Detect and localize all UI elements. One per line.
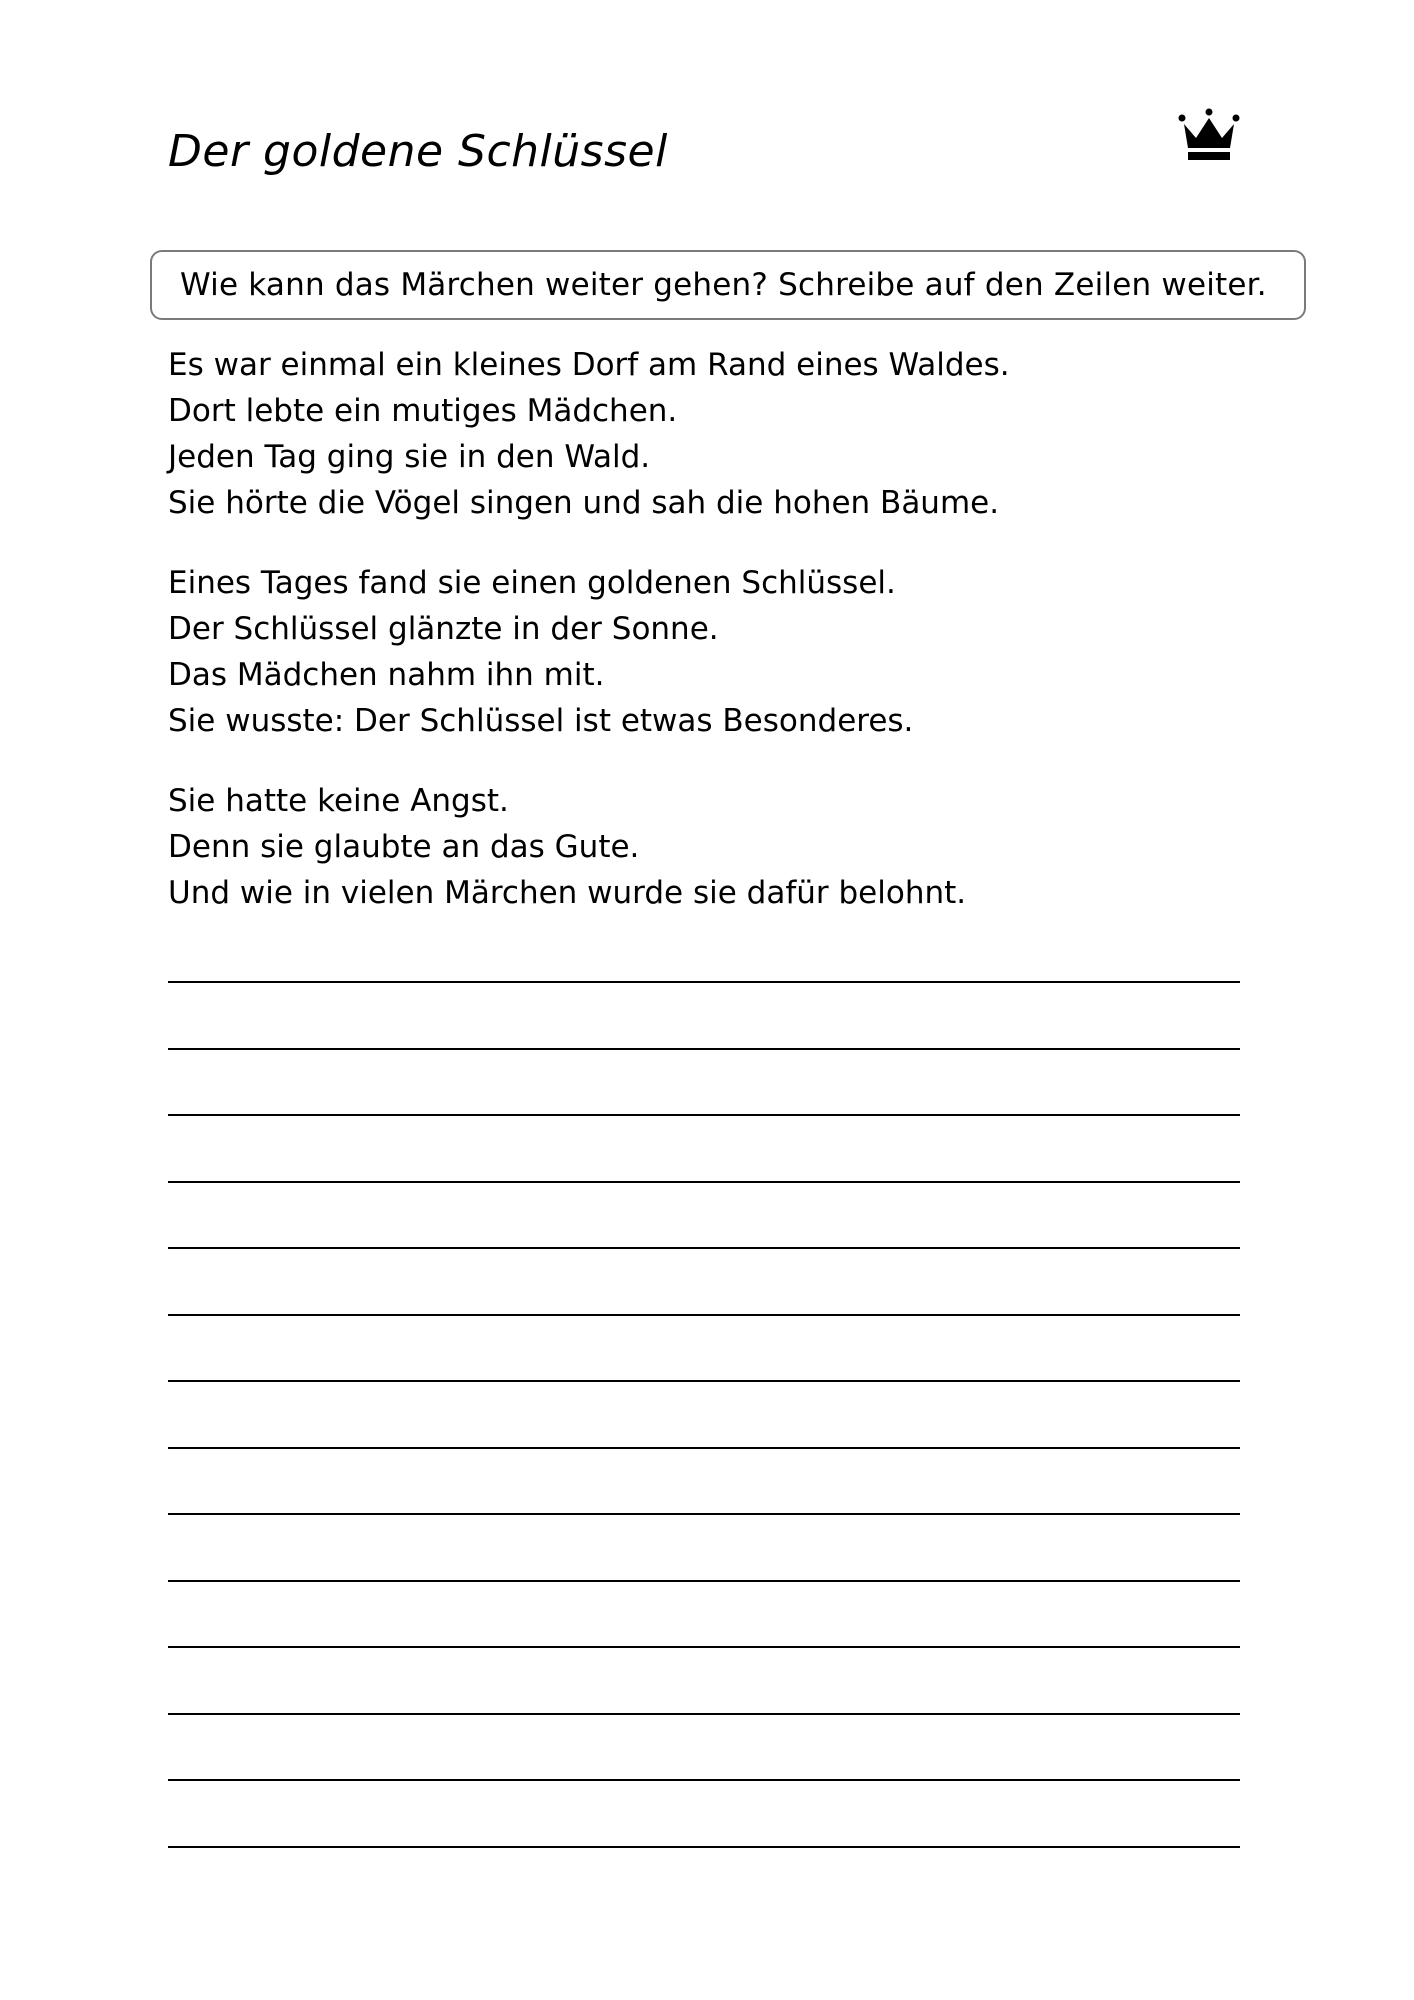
writing-line[interactable]: [168, 1048, 1240, 1050]
story-line: Sie hatte keine Angst.: [168, 783, 509, 819]
writing-line[interactable]: [168, 1846, 1240, 1848]
story-line: Sie hörte die Vögel singen und sah die hohen Bäume.: [168, 485, 1000, 521]
story-line: Eines Tages fand sie einen goldenen Schlüssel.: [168, 565, 896, 601]
writing-line[interactable]: [168, 1513, 1240, 1515]
story-line: Jeden Tag ging sie in den Wald.: [168, 439, 651, 475]
writing-line[interactable]: [168, 1779, 1240, 1781]
writing-line[interactable]: [168, 1380, 1240, 1382]
writing-line[interactable]: [168, 1580, 1240, 1582]
page-title: Der goldene Schlüssel: [168, 126, 668, 177]
writing-line[interactable]: [168, 981, 1240, 983]
story-line: Der Schlüssel glänzte in der Sonne.: [168, 611, 719, 647]
story-line: Und wie in vielen Märchen wurde sie dafür belohnt.: [168, 875, 967, 911]
instruction-box: [150, 250, 1306, 320]
writing-line[interactable]: [168, 1181, 1240, 1183]
instruction-text: Wie kann das Märchen weiter gehen? Schreibe auf den Zeilen weiter.: [180, 267, 1267, 303]
writing-line[interactable]: [168, 1646, 1240, 1648]
story-line: Das Mädchen nahm ihn mit.: [168, 657, 605, 693]
story-paragraph-2: [168, 560, 1268, 744]
writing-line[interactable]: [168, 1447, 1240, 1449]
writing-line[interactable]: [168, 1247, 1240, 1249]
story-line: Sie wusste: Der Schlüssel ist etwas Besonderes.: [168, 703, 914, 739]
story-line: Es war einmal ein kleines Dorf am Rand eines Waldes.: [168, 347, 1010, 383]
story-text: [168, 342, 1268, 950]
story-line: Dort lebte ein mutiges Mädchen.: [168, 393, 678, 429]
writing-line[interactable]: [168, 1713, 1240, 1715]
story-paragraph-1: [168, 342, 1268, 526]
writing-line[interactable]: [168, 1314, 1240, 1316]
crown-icon: [1178, 108, 1240, 164]
writing-line[interactable]: [168, 1114, 1240, 1116]
story-paragraph-3: [168, 778, 1268, 916]
story-line: Denn sie glaubte an das Gute.: [168, 829, 640, 865]
